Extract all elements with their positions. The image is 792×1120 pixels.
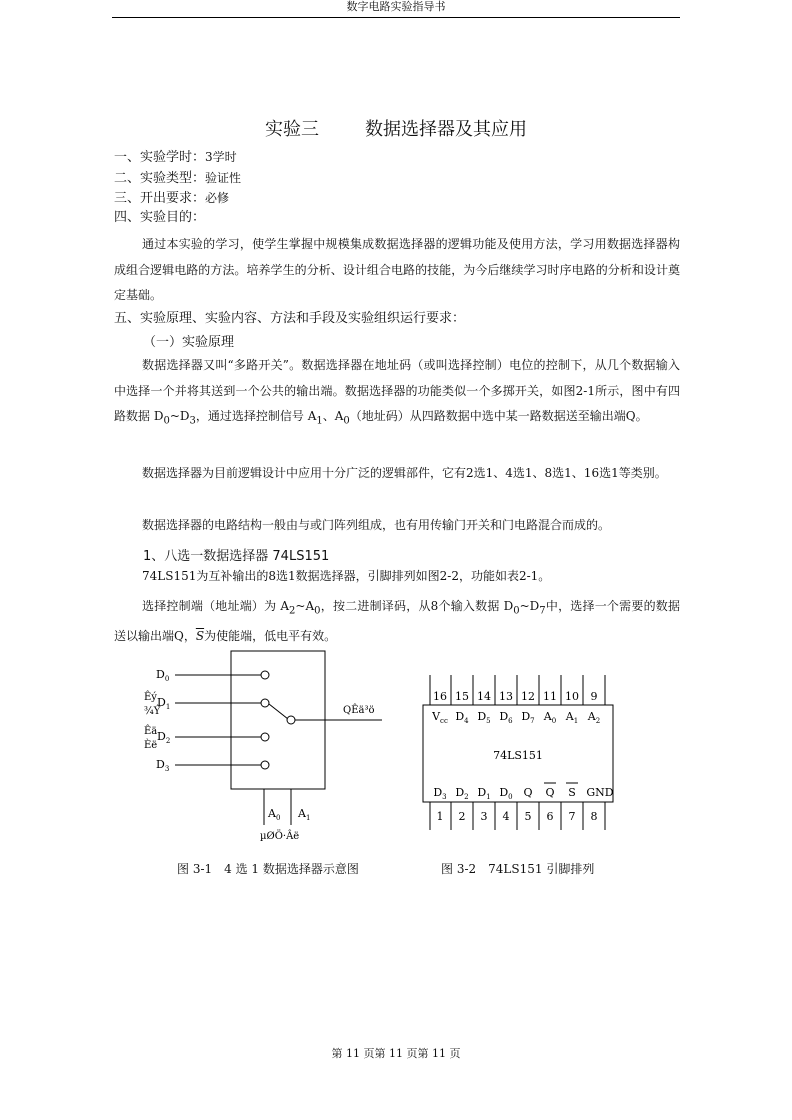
label-a0: $A_0$ (268, 807, 281, 822)
label-d0: $D_0$ (156, 668, 170, 683)
paragraph-4: 74LS151为互补输出的8选1数据选择器，引脚排列如图2-2，功能如表2-1。 (142, 569, 551, 583)
p5-text-a: 选择控制端（地址端）为 A (142, 599, 290, 613)
bottom-pin-label: S (568, 786, 576, 799)
bottom-pin-number: 3 (480, 810, 488, 823)
bottom-pin-label: $D_2$ (455, 786, 469, 801)
p5-text-c: ，按二进制译码，从8个输入数据 D (320, 599, 514, 613)
top-pin-number: 13 (499, 690, 513, 703)
section-require (114, 188, 229, 209)
bottom-pin-number: 7 (568, 810, 576, 823)
bottom-pin-label: $D_1$ (477, 786, 491, 801)
label-d2: $D_2$ (157, 730, 171, 745)
section-require-value: 必修 (205, 191, 230, 205)
top-pin-number: 10 (565, 690, 579, 703)
paragraph-2: 数据选择器为目前逻辑设计中应用十分广泛的逻辑部件，它有2选1、4选1、8选1、16选1等类别。 (142, 466, 667, 480)
bottom-pin-number: 1 (436, 810, 444, 823)
caption-fig-3-2: 图 3-2 74LS151 引脚排列 (441, 862, 595, 876)
label-input-cn-3: Êä (144, 726, 158, 737)
label-input-cn-4: Èë (144, 740, 158, 751)
top-pin-label: $V_{cc}$ (432, 710, 448, 725)
label-a1: $A_1$ (298, 807, 311, 822)
chip-name: 74LS151 (493, 749, 543, 762)
title-part2: 数据选择器及其应用 (365, 119, 527, 140)
section-type (114, 168, 241, 189)
p5-enable-symbol: $\overline{S}$ (195, 628, 205, 643)
top-pin-number: 12 (521, 690, 535, 703)
section-purpose-label: 四、实验目的： (114, 210, 206, 225)
switch-blade (269, 704, 288, 719)
p1-sub-c: 1 (316, 415, 323, 427)
label-output: QÊä³ö (343, 705, 375, 716)
p5-sub-b: 0 (314, 605, 321, 617)
p1-sub-d: 0 (343, 415, 350, 427)
label-input-cn-2: ¾Ý (144, 706, 161, 717)
bottom-pin-number: 2 (458, 810, 466, 823)
caption-fig-3-1: 图 3-1 4 选 1 数据选择器示意图 (177, 862, 359, 876)
p5-text-d: ~D (519, 599, 540, 613)
subheading-principle: （一）实验原理 (143, 335, 235, 350)
bottom-pin-label: GND (586, 786, 614, 799)
subheading-74ls151: 1、八选一数据选择器 74LS151 (143, 549, 330, 564)
bottom-pin-number: 5 (524, 810, 532, 823)
p5-sub-c: 0 (513, 605, 520, 617)
p1-text-e: （地址码）从四路数据中选中某一路数据送至输出端Q。 (349, 409, 648, 424)
page-header: 数字电路实验指导书 (112, 0, 680, 18)
top-pin-label: $D_4$ (455, 710, 469, 725)
top-pin-label: $D_7$ (521, 710, 535, 725)
top-pin-label: $A_0$ (543, 710, 557, 725)
bottom-pin-number: 6 (546, 810, 554, 823)
page-footer: 第 11 页第 11 页第 11 页 (331, 1047, 461, 1060)
label-address: µØÖ·Âë (260, 831, 300, 842)
contact-d2 (261, 733, 269, 741)
p5-sub-d: 7 (539, 605, 546, 617)
bottom-pin-label: Q (545, 786, 555, 799)
top-pin-number: 11 (543, 690, 557, 703)
top-pin-number: 14 (477, 690, 491, 703)
top-pin-number: 9 (590, 690, 598, 703)
bottom-pin-number: 4 (502, 810, 510, 823)
top-pin-label: $A_1$ (565, 710, 579, 725)
figure-74ls151-pinout (420, 670, 620, 830)
paragraph-3: 数据选择器的电路结构一般由与或门阵列组成，也有用传输门开关和门电路混合而成的。 (142, 518, 611, 532)
contact-d0 (261, 671, 269, 679)
top-pin-label: $A_2$ (587, 710, 601, 725)
p1-text-c: ，通过选择控制信号 A (195, 409, 317, 424)
title-part1: 实验三 (265, 119, 319, 140)
bottom-pin-number: 8 (590, 810, 598, 823)
section-principle (114, 309, 465, 329)
section-hours (114, 147, 237, 168)
contact-d1 (261, 699, 269, 707)
section-hours-label: 一、实验学时： (114, 150, 206, 165)
label-d1: $D_1$ (157, 696, 171, 711)
p1-sub-b: 3 (189, 415, 196, 427)
p1-sub-a: 0 (163, 415, 170, 427)
section-purpose (114, 208, 205, 228)
p5-sub-a: 2 (289, 605, 296, 617)
top-pin-label: $D_6$ (499, 710, 513, 725)
switch-pivot (287, 716, 295, 724)
figure-4to1-mux (138, 645, 388, 850)
p5-text-b: ~A (295, 599, 315, 613)
top-pin-number: 16 (433, 690, 447, 703)
p5-text-f: 为使能端，低电平有效。 (204, 628, 337, 643)
p1-text-a: 数据选择器又叫“多路开关”。数据选择器在地址码（或叫选择控制）电位的控制下，从几个数据输入中选择一个并将其送到一个公共的输出端。数据选择器的功能类似一个多掷开关，如图2-1所示，图中有四路数据 D (114, 358, 680, 424)
section-hours-value: 3学时 (205, 150, 237, 164)
paragraph-purpose: 通过本实验的学习，使学生掌握中规模集成数据选择器的逻辑功能及使用方法，学习用数据选择器构成组合逻辑电路的方法。培养学生的分析、设计组合电路的技能，为今后继续学习时序电路的分析和设计奠定基础。 (114, 237, 680, 303)
section-require-label: 三、开出要求： (114, 191, 206, 206)
p1-text-b: ~D (169, 409, 190, 424)
contact-d3 (261, 761, 269, 769)
paragraph-5 (114, 594, 680, 650)
top-pin-label: $D_5$ (477, 710, 491, 725)
paragraph-1 (114, 353, 680, 434)
bottom-pin-label: $D_3$ (433, 786, 447, 801)
page-title (0, 115, 792, 141)
bottom-pin-label: Q (523, 786, 533, 799)
bottom-pin-label: $D_0$ (499, 786, 513, 801)
p1-text-d: 、A (322, 409, 344, 424)
section-principle-label: 五、实验原理、实验内容、方法和手段及实验组织运行要求： (114, 311, 466, 326)
label-d3: $D_3$ (156, 758, 170, 773)
top-pin-number: 15 (455, 690, 469, 703)
p5-text-e: 中，选择一个需要的数据送以输出端Q， (114, 599, 680, 643)
section-type-label: 二、实验类型： (114, 171, 206, 186)
label-input-cn-1: Êý (144, 692, 157, 703)
section-type-value: 验证性 (205, 171, 242, 185)
